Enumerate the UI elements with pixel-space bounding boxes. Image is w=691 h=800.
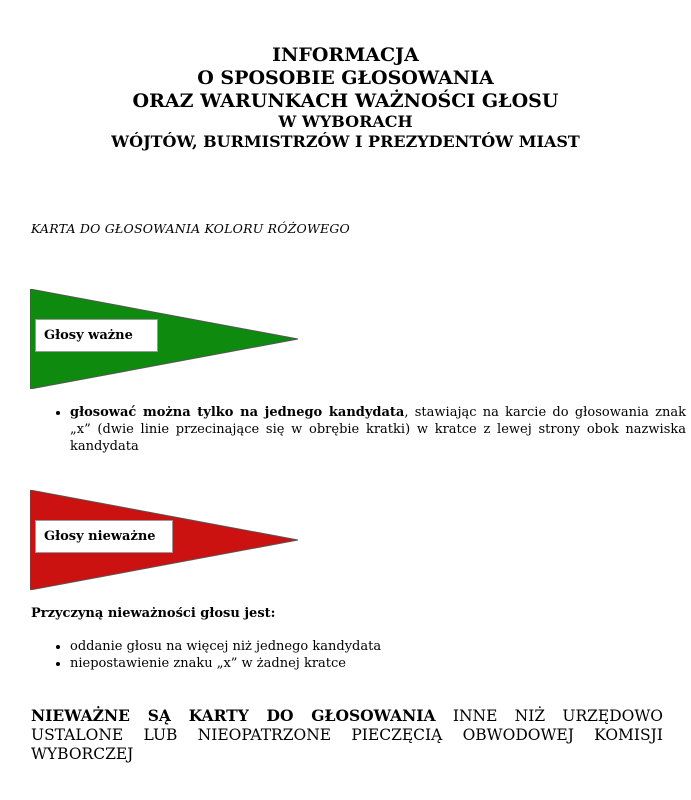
invalid-votes-label: Głosy nieważne [35, 520, 173, 553]
list-item: • niepostawienie znaku „x” w żadnej kratce [70, 655, 670, 672]
invalid-reasons-heading: Przyczyną nieważności głosu jest: [31, 606, 276, 621]
title-line-1: INFORMACJA [272, 44, 419, 66]
title-line-2: O SPOSOBIE GŁOSOWANIA [197, 66, 494, 89]
invalid-votes-pennant [30, 490, 300, 590]
ballot-card-color-note: KARTA DO GŁOSOWANIA KOLORU RÓŻOWEGO [31, 221, 350, 236]
title-line-5: WÓJTÓW, BURMISTRZÓW I PREZYDENTÓW MIAST [111, 131, 580, 151]
valid-votes-label: Głosy ważne [35, 319, 158, 352]
notice-text: INNE NIŻ URZĘDOWO USTALONE LUB NIEOPATRZONE PIECZĘCIĄ OBWODOWEJ KOMISJI WYBORCZEJ [31, 707, 664, 763]
list-item [70, 404, 686, 455]
invalid-ballots-notice [31, 706, 663, 764]
list-item: • oddanie głosu na więcej niż jednego kandydata [70, 638, 670, 655]
document-title [0, 44, 691, 151]
valid-rule-bold: głosować można tylko na jednego kandydata [70, 405, 405, 420]
title-line-4: W WYBORACH [278, 112, 413, 132]
title-line-3: ORAZ WARUNKACH WAŻNOŚCI GŁOSU [132, 89, 559, 112]
invalid-reasons-list [48, 638, 670, 672]
valid-rule-text: , stawiając na karcie do głosowania znak „x” (dwie linie przecinające się w obrębie kratki) w kratce z lewej strony obok nazwiska kandydata [70, 405, 686, 454]
notice-bold: NIEWAŻNE SĄ KARTY DO GŁOSOWANIA [31, 706, 436, 725]
valid-votes-pennant [30, 289, 300, 389]
valid-rules-list [48, 404, 686, 455]
